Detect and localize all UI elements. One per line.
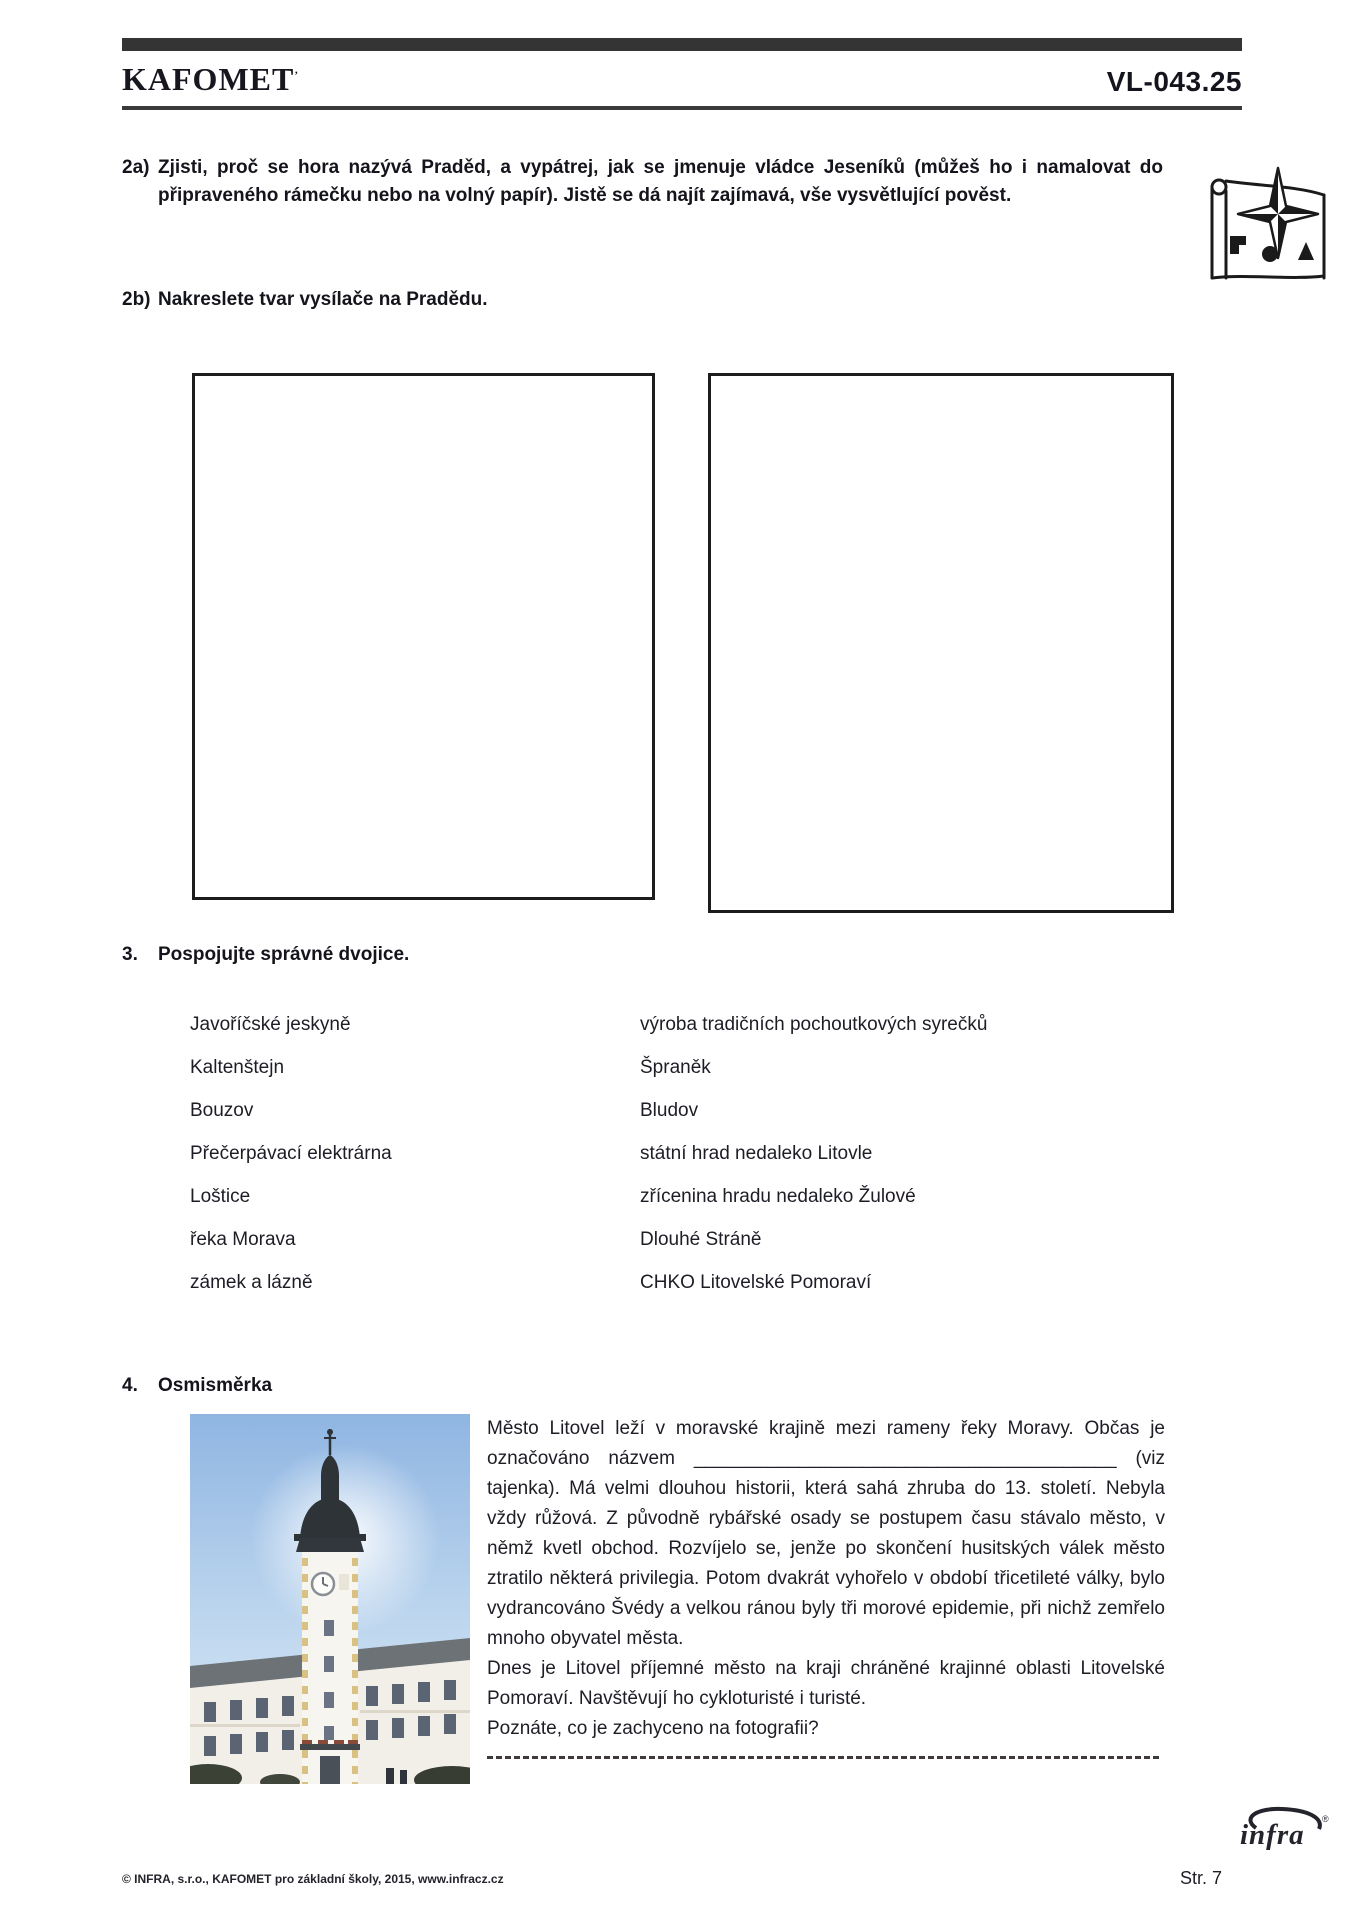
task-4-paragraph-1: Město Litovel leží v moravské krajině mezi rameny řeky Moravy. Občas je označováno názvem ________________________________________ (viz tajenka). Má velmi dlouhou historii, která sahá zhruba do 13. století. Nebyla vždy růžová. Z původně rybářské osady se postupem času stávalo město, v němž kvetl obchod. Rozvíjelo se, jenže po skončení husitských válek město ztratilo některá privilegia. Potom dvakrát vyhořelo v období třicetileté války, bylo vydrancováno Švédy a velkou ránou byly tři morové epidemie, při nichž zemřelo mnoho obyvatel města. xyxy=(487,1418,1165,1649)
pair-left-item: řeka Morava xyxy=(190,1228,296,1250)
pair-left-item: Přečerpávací elektrárna xyxy=(190,1142,392,1164)
task-2a-text: Zjisti, proč se hora nazývá Praděd, a vypátrej, jak se jmenuje vládce Jeseníků (můžeš ho i namalovat do připraveného rámečku nebo na volný papír). Jistě se dá najít zajímavá, vše vysvětlující pověst. xyxy=(158,157,1163,206)
pair-row xyxy=(190,1003,1242,1046)
map-compass-icon xyxy=(1202,160,1330,284)
pair-right-item: státní hrad nedaleko Litovle xyxy=(640,1142,873,1164)
pair-left-item: Javoříčské jeskyně xyxy=(190,1013,351,1035)
task-4-text-column xyxy=(487,1414,1165,1784)
task-2b xyxy=(122,286,1242,314)
task-2b-text: Nakreslete tvar vysílače na Pradědu. xyxy=(158,289,488,310)
drawing-box-left xyxy=(192,373,655,900)
brand-logo xyxy=(122,61,299,98)
task-4-title: Osmisměrka xyxy=(158,1375,273,1396)
task-4-question: Poznáte, co je zachyceno na fotografii? xyxy=(487,1718,819,1739)
pair-right-item: Špraněk xyxy=(640,1056,711,1078)
page-number: Str. 7 xyxy=(1179,1868,1222,1888)
drawing-box-right xyxy=(708,373,1174,913)
pair-left-item: Loštice xyxy=(190,1185,251,1207)
town-hall-photo-graphic xyxy=(190,1414,470,1784)
header xyxy=(122,61,1242,98)
litovel-town-hall-photo xyxy=(190,1414,470,1784)
pair-right-item: CHKO Litovelské Pomoraví xyxy=(640,1271,872,1293)
task-3-heading xyxy=(122,943,1242,967)
task-4-number: 4. xyxy=(122,1375,138,1396)
pair-left-item: Kaltenštejn xyxy=(190,1056,285,1078)
answer-line xyxy=(487,1756,1159,1759)
pair-row xyxy=(190,1089,1242,1132)
pair-right-item: výroba tradičních pochoutkových syrečků xyxy=(640,1013,988,1035)
pair-row xyxy=(190,1132,1242,1175)
infra-logo xyxy=(1222,1804,1334,1854)
infra-logo-text: infra xyxy=(1240,1819,1305,1851)
brand-text: KAFOMET xyxy=(122,61,295,97)
task-4-heading xyxy=(122,1374,1242,1398)
pair-row xyxy=(190,1175,1242,1218)
trademark-mark: ’ xyxy=(294,69,299,82)
pair-left-item: Bouzov xyxy=(190,1099,254,1121)
copyright-text: © INFRA, s.r.o., KAFOMET pro základní školy, 2015, www.infracz.cz xyxy=(122,1871,504,1886)
matching-pairs-list xyxy=(190,1003,1242,1304)
task-3-number: 3. xyxy=(122,944,138,965)
pair-row xyxy=(190,1261,1242,1304)
header-top-rule xyxy=(122,38,1242,51)
task-4-paragraph-2: Dnes je Litovel příjemné město na kraji chráněné krajinné oblasti Litovelské Pomoraví. Navštěvují ho cykloturisté i turisté. xyxy=(487,1658,1165,1709)
pair-row xyxy=(190,1218,1242,1261)
task-4-body xyxy=(190,1414,1242,1784)
task-2a xyxy=(122,154,1242,210)
pair-right-item: Dlouhé Stráně xyxy=(640,1228,762,1250)
header-bottom-rule xyxy=(122,106,1242,110)
pair-right-item: Bludov xyxy=(640,1099,699,1121)
task-3-title: Pospojujte správné dvojice. xyxy=(158,944,410,965)
footer xyxy=(122,1868,1242,1889)
infra-logo-tm: ® xyxy=(1322,1814,1329,1824)
pair-row xyxy=(190,1046,1242,1089)
task-2b-number: 2b) xyxy=(122,289,151,310)
pair-right-item: zřícenina hradu nedaleko Žulové xyxy=(640,1185,916,1207)
task-2a-number: 2a) xyxy=(122,157,150,178)
drawing-boxes xyxy=(192,373,1242,913)
document-code: VL-043.25 xyxy=(1106,66,1242,97)
pair-left-item: zámek a lázně xyxy=(190,1271,313,1293)
